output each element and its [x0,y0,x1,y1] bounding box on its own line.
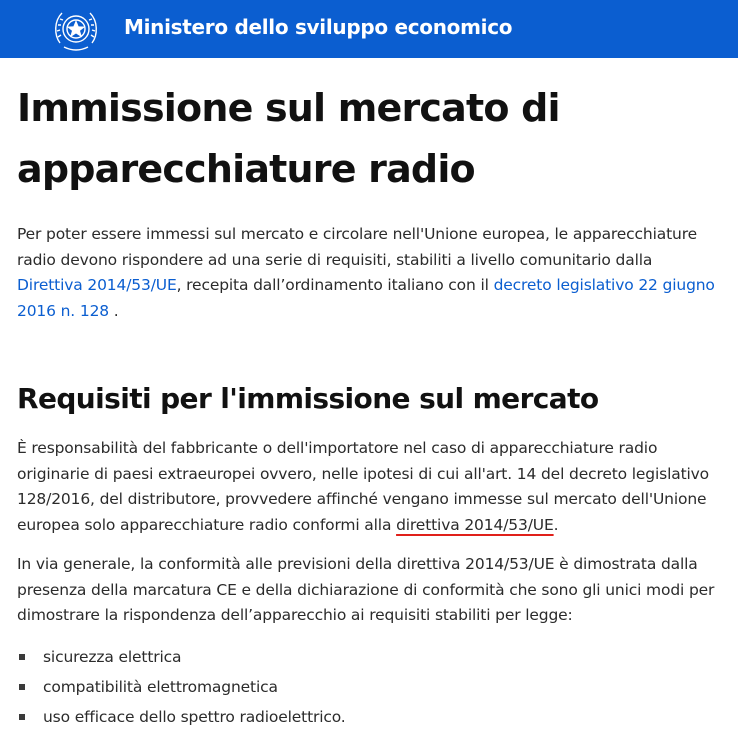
site-title[interactable]: Ministero dello sviluppo economico [124,15,513,39]
intro-text-3: . [109,301,119,320]
para1-text-1: È responsabilità del fabbricante o dell'importatore nel caso di apparecchiature radio originarie di paesi extraeuropei ovvero, nelle ipotesi di cui all'art. 14 del decreto legislativo 128/2016, del distributore, provvedere affinché vengano immesse sul mercato dell'Unione europea solo apparecchiature radio conformi alla [17,439,710,534]
bullet-icon [19,654,25,660]
conformity-paragraph: In via generale, la conformità alle previsioni della direttiva 2014/53/UE è dimostrata dalla presenza della marcatura CE e della dichiarazione di conformità che sono gli unici modi per dimostrare la rispondenza dell’apparecchio ai requisiti stabiliti per legge: [17,555,715,624]
intro-text-1: Per poter essere immessi sul mercato e circolare nell'Unione europea, le apparecchiature radio devono rispondere ad una serie di requisiti, stabiliti a livello comunitario dalla [17,225,697,269]
intro-paragraph [17,222,722,324]
bullet-icon [19,714,25,720]
legislative-decree-link[interactable]: decreto legislativo 22 giugno 2016 n. 128 [17,276,715,320]
list-item [17,642,722,672]
list-item [17,702,722,732]
intro-text-2: , recepita dall’ordinamento italiano con il [176,276,494,294]
italian-republic-emblem-icon[interactable] [50,3,102,55]
list-item [17,672,722,702]
responsibility-paragraph [17,436,722,538]
highlighted-directive: direttiva 2014/53/UE [396,515,554,534]
requirement-label: uso efficace dello spettro radioelettrico. [43,708,346,726]
para1-text-2: . [553,515,559,534]
page-title: Immissione sul mercato di apparecchiature radio [17,86,560,191]
requirements-list [17,642,722,732]
site-header [0,0,738,58]
bullet-icon [19,684,25,690]
requirement-label: sicurezza elettrica [43,648,182,666]
directive-link[interactable]: Direttiva 2014/53/UE [17,276,177,294]
section-heading: Requisiti per l'immissione sul mercato [17,382,599,415]
requirement-label: compatibilità elettromagnetica [43,678,278,696]
